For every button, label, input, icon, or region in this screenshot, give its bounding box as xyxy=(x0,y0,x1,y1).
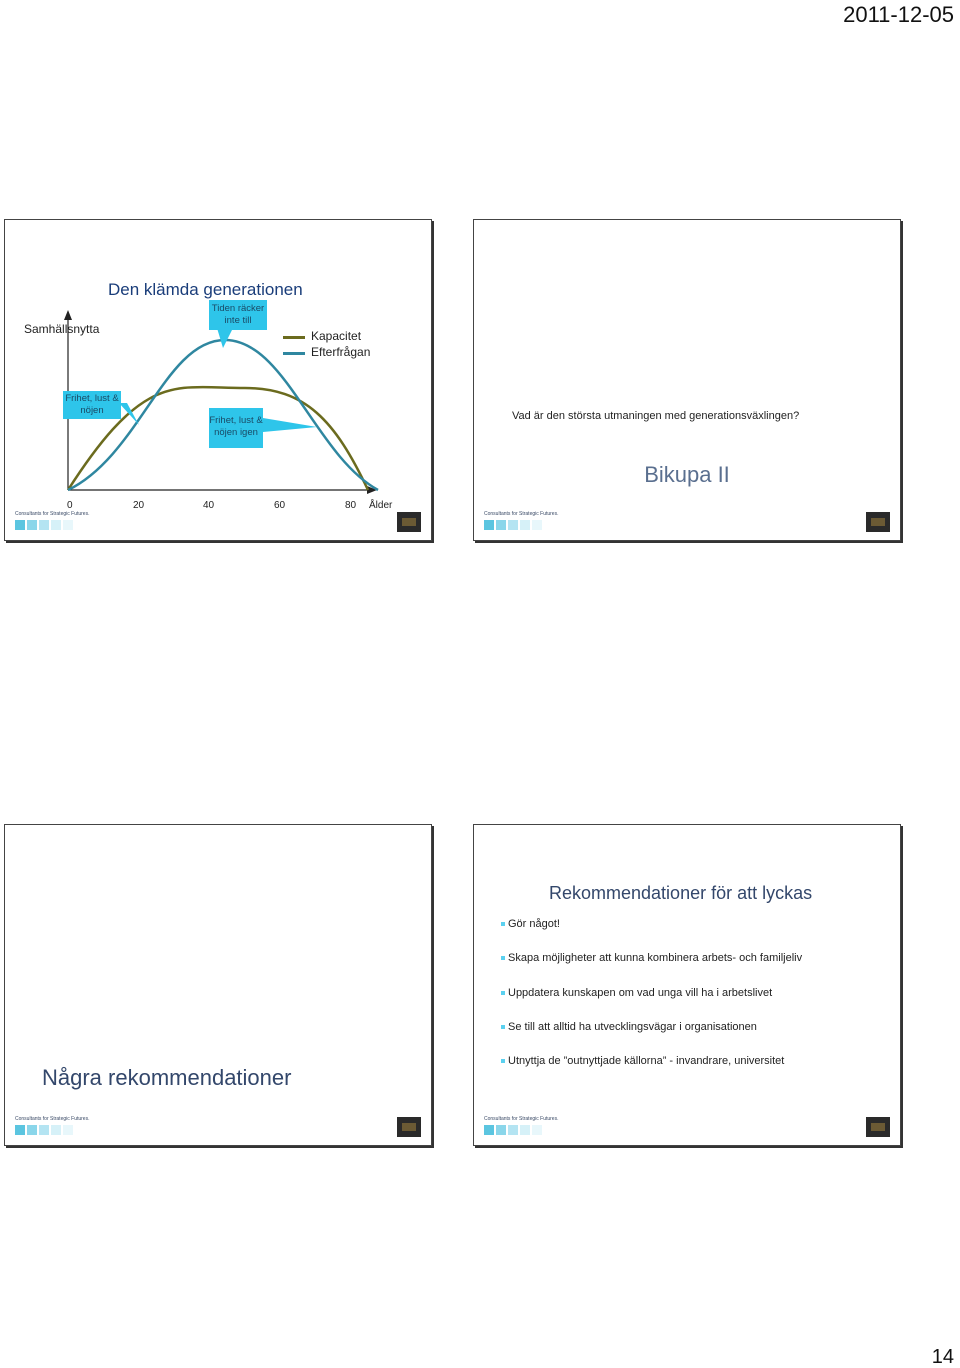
brand-square xyxy=(532,1125,542,1135)
brand-square xyxy=(520,520,530,530)
x-tick: 60 xyxy=(274,500,286,511)
kairos-logo-icon xyxy=(866,1117,890,1137)
brand-square xyxy=(484,1125,494,1135)
brand-square xyxy=(63,1125,73,1135)
callout-frihet-igen: Frihet, lust & nöjen igen xyxy=(209,408,263,448)
slide-title: Rekommendationer för att lyckas xyxy=(549,883,813,903)
kairos-logo-icon xyxy=(397,512,421,532)
x-tick: 40 xyxy=(203,500,215,511)
slide-footer xyxy=(5,1115,431,1145)
list-item: Gör något! xyxy=(508,918,560,930)
x-tick: 80 xyxy=(345,500,357,511)
brand-square xyxy=(51,1125,61,1135)
slide-footer xyxy=(474,510,900,540)
kairos-logo-icon xyxy=(397,1117,421,1137)
list-item: Se till att alltid ha utvecklingsvägar i organisationen xyxy=(508,1021,757,1033)
callout-pointer-right xyxy=(263,418,317,432)
list-item: Skapa möjligheter att kunna kombinera arbets- och familjeliv xyxy=(508,952,803,964)
brand-tagline: Consultants for Strategic Futures. xyxy=(484,511,559,517)
brand-square xyxy=(496,520,506,530)
legend-swatch-kapacitet xyxy=(283,336,305,339)
brand-square xyxy=(520,1125,530,1135)
brand-square xyxy=(51,520,61,530)
brand-square xyxy=(496,1125,506,1135)
slide-recommendations-list xyxy=(473,824,901,1146)
brand-square xyxy=(39,520,49,530)
callout-pointer-top xyxy=(217,328,233,348)
brand-square xyxy=(63,520,73,530)
x-tick: 0 xyxy=(67,500,73,511)
chart-canvas xyxy=(5,220,432,541)
legend-label-efterfragan: Efterfrågan xyxy=(311,345,371,359)
page-number: 14 xyxy=(931,1346,954,1368)
x-tick: 20 xyxy=(133,500,145,511)
brand-square xyxy=(508,520,518,530)
kairos-logo-icon xyxy=(866,512,890,532)
x-axis-label: Ålder xyxy=(369,500,393,511)
slide-footer xyxy=(474,1115,900,1145)
slide-generation-chart xyxy=(4,219,432,541)
page-date: 2011-12-05 xyxy=(843,2,954,27)
slide-subtitle: Bikupa II xyxy=(644,462,730,487)
slide-recommendations-title xyxy=(4,824,432,1146)
slide-bikupa xyxy=(473,219,901,541)
chart-title: Den klämda generationen xyxy=(108,280,303,299)
brand-tagline: Consultants for Strategic Futures. xyxy=(484,1116,559,1122)
y-axis-label: Samhällsnytta xyxy=(24,322,100,336)
slide-footer xyxy=(5,510,431,540)
callout-frihet: Frihet, lust & nöjen xyxy=(63,391,121,419)
y-axis-arrow xyxy=(64,310,72,320)
brand-square xyxy=(15,520,25,530)
brand-square xyxy=(532,520,542,530)
brand-square xyxy=(508,1125,518,1135)
brand-tagline: Consultants for Strategic Futures. xyxy=(15,511,90,517)
brand-square xyxy=(15,1125,25,1135)
brand-square xyxy=(484,520,494,530)
brand-square xyxy=(39,1125,49,1135)
list-item: Utnyttja de ”outnyttjade källorna” - invandrare, universitet xyxy=(508,1055,785,1067)
list-item: Uppdatera kunskapen om vad unga vill ha i arbetslivet xyxy=(508,987,773,999)
legend-swatch-efterfragan xyxy=(283,352,305,355)
legend-label-kapacitet: Kapacitet xyxy=(311,329,362,343)
brand-square xyxy=(27,520,37,530)
callout-tiden-racker: Tiden räcker inte till xyxy=(209,300,267,330)
slide-title: Några rekommendationer xyxy=(42,1065,292,1090)
brand-square xyxy=(27,1125,37,1135)
brand-tagline: Consultants for Strategic Futures. xyxy=(15,1116,90,1122)
slide-question: Vad är den största utmaningen med generationsväxlingen? xyxy=(512,410,800,422)
